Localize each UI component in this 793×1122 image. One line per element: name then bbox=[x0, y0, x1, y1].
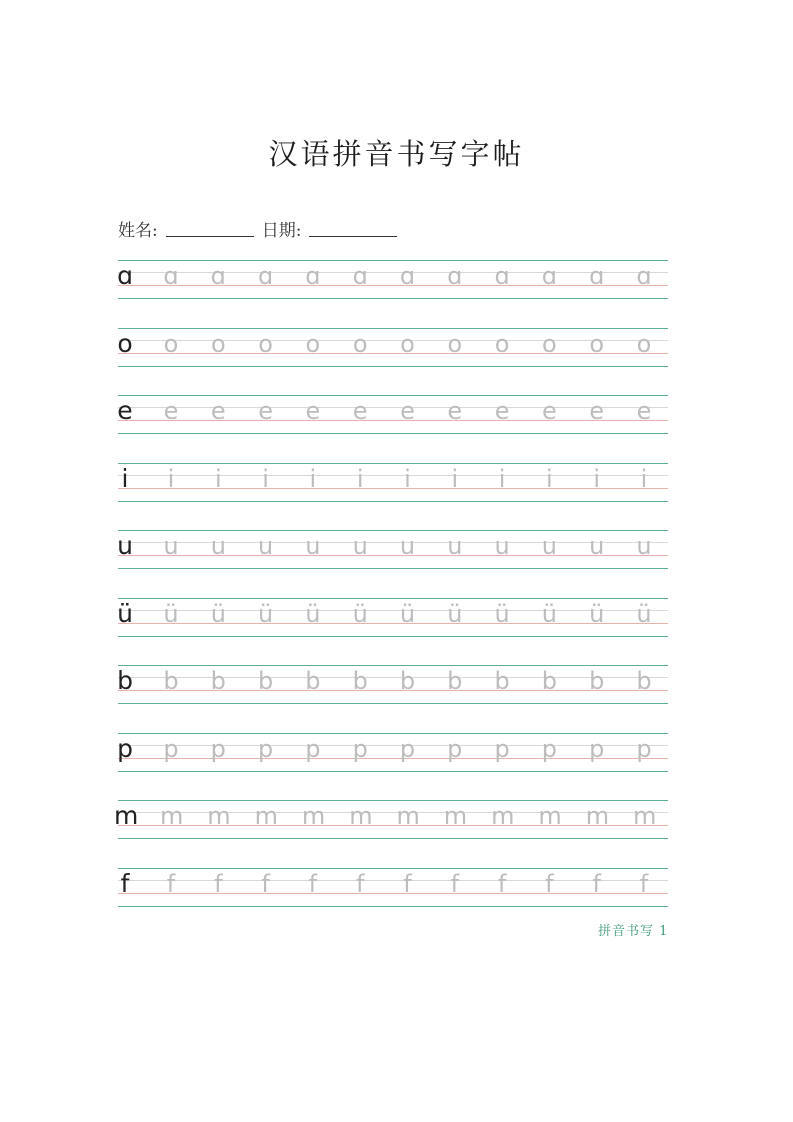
trace-letter: u bbox=[305, 532, 321, 560]
trace-letter: p bbox=[589, 734, 605, 763]
trace-letter: ɑ bbox=[589, 262, 605, 290]
trace-letter: i bbox=[404, 464, 411, 493]
trace-letter: o bbox=[163, 329, 179, 358]
trace-letter: b bbox=[589, 667, 605, 695]
trace-letter: o bbox=[352, 329, 368, 358]
model-letter: u bbox=[117, 531, 133, 560]
model-letter: p bbox=[117, 733, 133, 763]
trace-letter: m bbox=[538, 802, 562, 830]
trace-letter: m bbox=[207, 802, 231, 830]
guide-line-top bbox=[118, 800, 668, 801]
trace-letter: e bbox=[305, 397, 321, 425]
trace-letter: ɑ bbox=[636, 262, 652, 290]
practice-row bbox=[114, 800, 668, 838]
practice-row bbox=[118, 733, 668, 771]
model-letter: o bbox=[117, 328, 133, 358]
guide-line-top bbox=[118, 733, 668, 734]
model-letter: i bbox=[121, 463, 129, 493]
trace-letter: ɑ bbox=[210, 262, 226, 290]
footer-section: 拼音书写 bbox=[598, 924, 655, 939]
trace-letter: p bbox=[541, 734, 557, 763]
trace-letter: e bbox=[163, 397, 179, 425]
guide-line-bottom bbox=[118, 433, 668, 434]
trace-letter: ü bbox=[589, 599, 605, 628]
trace-letter: b bbox=[352, 667, 368, 695]
guide-line-bottom bbox=[118, 366, 668, 367]
model-letter: ɑ bbox=[117, 261, 133, 290]
trace-letter: ü bbox=[257, 599, 274, 628]
trace-letter: f bbox=[545, 869, 554, 898]
guide-line-top bbox=[118, 868, 668, 869]
trace-letter: b bbox=[163, 667, 179, 695]
trace-letter: e bbox=[352, 397, 368, 425]
trace-letter: f bbox=[497, 869, 507, 898]
trace-letter: e bbox=[589, 397, 605, 425]
page-number: 1 bbox=[659, 924, 669, 939]
trace-letter: i bbox=[451, 464, 459, 493]
model-letter: ü bbox=[117, 598, 133, 628]
trace-letter: ü bbox=[352, 599, 368, 628]
trace-letter: e bbox=[542, 397, 557, 425]
practice-row bbox=[118, 665, 668, 703]
trace-letter: ɑ bbox=[352, 262, 368, 290]
trace-letter: ɑ bbox=[399, 262, 416, 290]
trace-letter: f bbox=[214, 869, 223, 898]
guide-line-bottom bbox=[118, 298, 668, 299]
trace-letter: m bbox=[633, 802, 657, 830]
guide-line-top bbox=[118, 598, 668, 599]
guide-line-bottom bbox=[118, 906, 668, 907]
guide-line-bottom bbox=[118, 838, 668, 839]
guide-line-bottom bbox=[118, 771, 668, 772]
trace-letter: p bbox=[163, 734, 179, 763]
trace-letter: m bbox=[396, 802, 420, 830]
trace-letter: m bbox=[491, 802, 515, 830]
trace-letter: p bbox=[352, 734, 368, 763]
practice-row bbox=[118, 395, 668, 433]
practice-row bbox=[118, 328, 668, 366]
trace-letter: p bbox=[399, 734, 416, 763]
trace-letter: ɑ bbox=[541, 262, 557, 290]
trace-letter: i bbox=[498, 464, 506, 493]
guide-line-bottom bbox=[118, 501, 668, 502]
trace-letter: m bbox=[160, 802, 184, 830]
trace-letter: ü bbox=[399, 599, 416, 628]
trace-letter: ü bbox=[494, 599, 510, 628]
trace-letter: u bbox=[636, 532, 652, 560]
trace-letter: ü bbox=[636, 599, 652, 628]
trace-letter: o bbox=[447, 329, 463, 358]
trace-letter: f bbox=[355, 869, 365, 898]
trace-letter: f bbox=[592, 869, 601, 898]
trace-letter: ü bbox=[305, 599, 321, 628]
practice-row bbox=[118, 463, 668, 501]
model-letter: f bbox=[120, 868, 130, 898]
trace-letter: p bbox=[210, 734, 226, 763]
trace-letter: ü bbox=[210, 599, 226, 628]
trace-letter: o bbox=[494, 329, 510, 358]
date-label: 日期: bbox=[261, 221, 302, 241]
trace-letter: ü bbox=[447, 599, 463, 628]
trace-letter: ɑ bbox=[494, 262, 510, 290]
trace-letter: m bbox=[443, 802, 468, 830]
trace-letter: o bbox=[400, 329, 415, 358]
trace-letter: ü bbox=[163, 599, 179, 628]
trace-letter: p bbox=[257, 734, 274, 763]
trace-letter: p bbox=[636, 734, 652, 763]
model-letter: b bbox=[117, 666, 133, 695]
trace-letter: u bbox=[257, 532, 274, 560]
trace-letter: f bbox=[166, 869, 176, 898]
guide-line-top bbox=[118, 530, 668, 531]
trace-letter: ɑ bbox=[163, 262, 179, 290]
trace-letter: u bbox=[210, 532, 226, 560]
trace-letter: b bbox=[636, 667, 652, 695]
trace-letter: m bbox=[301, 802, 326, 830]
trace-letter: b bbox=[399, 667, 416, 695]
guide-line-top bbox=[118, 260, 668, 261]
trace-letter: ü bbox=[541, 599, 557, 628]
practice-row bbox=[118, 598, 668, 636]
trace-letter: b bbox=[210, 667, 226, 695]
trace-letter: m bbox=[349, 802, 373, 830]
trace-letter: i bbox=[309, 464, 317, 493]
trace-letter: u bbox=[447, 532, 463, 560]
trace-letter: p bbox=[447, 734, 463, 763]
trace-letter: e bbox=[494, 397, 510, 425]
trace-letter: ɑ bbox=[305, 262, 321, 290]
trace-letter: o bbox=[542, 329, 557, 358]
trace-letter: i bbox=[356, 464, 364, 493]
trace-letter: b bbox=[305, 667, 321, 695]
trace-letter: e bbox=[636, 397, 652, 425]
trace-letter: o bbox=[589, 329, 605, 358]
trace-letter: o bbox=[210, 329, 226, 358]
guide-line-top bbox=[118, 328, 668, 329]
model-letter: e bbox=[117, 396, 133, 425]
trace-letter: u bbox=[163, 532, 179, 560]
trace-letter: o bbox=[636, 329, 652, 358]
page-footer bbox=[598, 920, 668, 939]
trace-letter: e bbox=[210, 397, 226, 425]
student-info bbox=[118, 216, 405, 241]
trace-letter: ɑ bbox=[257, 262, 274, 290]
practice-row bbox=[118, 868, 668, 906]
trace-letter: p bbox=[305, 734, 321, 763]
trace-letter: f bbox=[450, 869, 460, 898]
guide-line-bottom bbox=[118, 703, 668, 704]
trace-letter: m bbox=[585, 802, 610, 830]
guide-line-top bbox=[118, 395, 668, 396]
trace-letter: b bbox=[541, 667, 557, 695]
trace-letter: f bbox=[308, 869, 318, 898]
name-label: 姓名: bbox=[118, 221, 158, 241]
trace-letter: o bbox=[305, 329, 321, 358]
trace-letter: u bbox=[352, 532, 368, 560]
practice-row bbox=[118, 530, 668, 568]
page-title: 汉语拼音书写字帖 bbox=[268, 137, 525, 171]
trace-letter: e bbox=[258, 397, 273, 425]
trace-letter: u bbox=[399, 532, 416, 560]
trace-letter: i bbox=[546, 464, 553, 493]
guide-line-bottom bbox=[118, 636, 668, 637]
trace-letter: b bbox=[494, 667, 510, 695]
guide-line-bottom bbox=[118, 568, 668, 569]
trace-letter: f bbox=[403, 869, 412, 898]
trace-letter: u bbox=[541, 532, 557, 560]
trace-letter: b bbox=[257, 667, 274, 695]
trace-letter: p bbox=[494, 734, 510, 763]
trace-letter: i bbox=[593, 464, 601, 493]
trace-letter: f bbox=[639, 869, 649, 898]
trace-letter: u bbox=[494, 532, 510, 560]
trace-letter: e bbox=[447, 397, 463, 425]
trace-letter: m bbox=[254, 802, 278, 830]
trace-letter: i bbox=[214, 464, 222, 493]
trace-letter: o bbox=[258, 329, 273, 358]
trace-letter: u bbox=[589, 532, 605, 560]
trace-letter: f bbox=[261, 869, 270, 898]
model-letter: m bbox=[114, 801, 139, 830]
guide-line-top bbox=[118, 665, 668, 666]
trace-letter: b bbox=[447, 667, 463, 695]
guide-line-top bbox=[118, 463, 668, 464]
date-blank bbox=[309, 235, 397, 237]
practice-row bbox=[118, 260, 668, 298]
trace-letter: i bbox=[640, 464, 648, 493]
name-blank bbox=[166, 235, 254, 237]
trace-letter: ɑ bbox=[447, 262, 463, 290]
trace-letter: i bbox=[167, 464, 175, 493]
trace-letter: i bbox=[262, 464, 269, 493]
trace-letter: e bbox=[400, 397, 415, 425]
